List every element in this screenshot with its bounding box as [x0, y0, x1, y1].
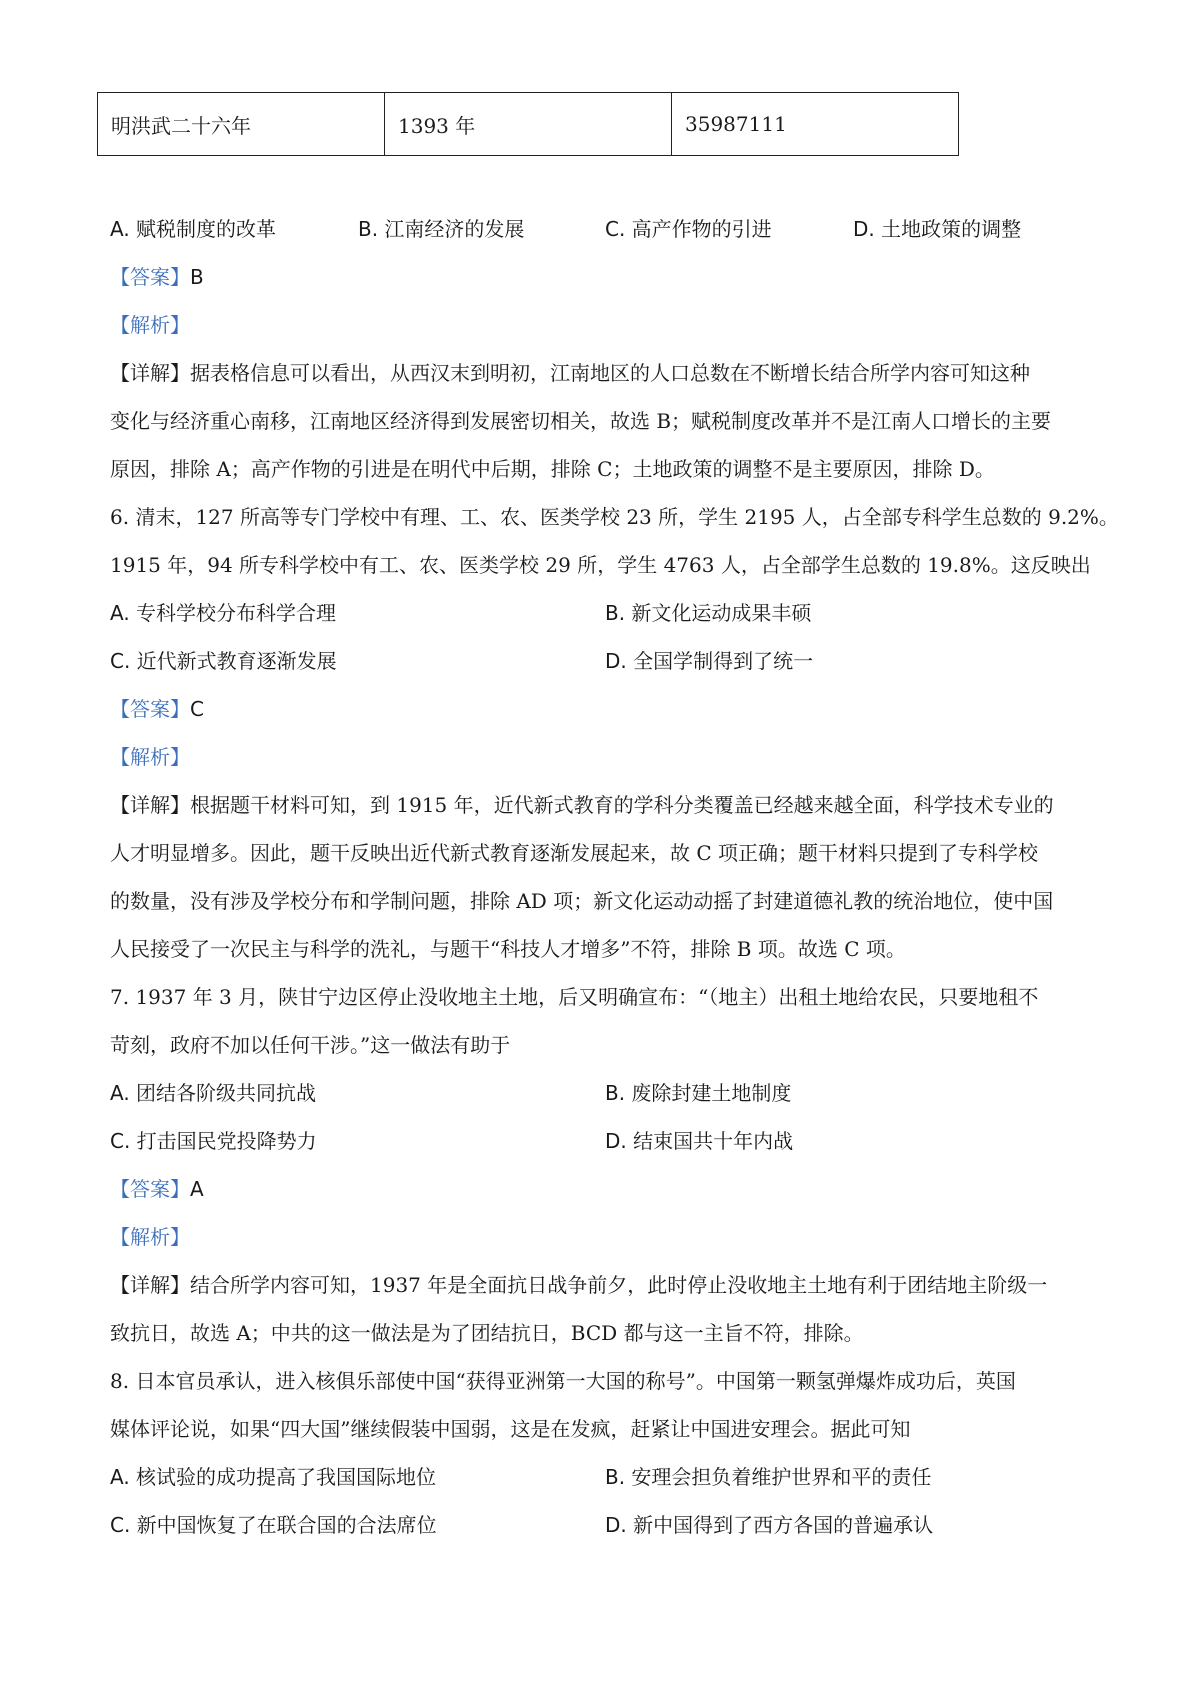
- answer-label: 【答案】: [110, 697, 190, 721]
- q6-detail-line-4: 人民接受了一次民主与科学的洗礼，与题干“科技人才增多”不符，排除 B 项。故选 C 项。: [110, 937, 906, 961]
- q7-option-b: B. 废除封建土地制度: [605, 1081, 792, 1105]
- q7-option-c: C. 打击国民党投降势力: [110, 1129, 317, 1153]
- table-cell-year: 1393 年: [385, 93, 672, 156]
- q5-detail-line-1: 【详解】据表格信息可以看出，从西汉末到明初，江南地区的人口总数在不断增长结合所学内容可知这种: [110, 361, 1030, 385]
- detail-label: 【详解】: [110, 1273, 190, 1297]
- table-cell-population: 35987111: [672, 93, 959, 156]
- table-cell-dynasty: 明洪武二十六年: [98, 93, 385, 156]
- answer-label: 【答案】: [110, 265, 190, 289]
- q5-option-a: A. 赋税制度的改革: [110, 217, 277, 241]
- q6-option-c: C. 近代新式教育逐渐发展: [110, 649, 337, 673]
- q6-answer: [110, 699, 204, 719]
- q8-option-b: B. 安理会担负着维护世界和平的责任: [605, 1465, 932, 1489]
- q7-answer: [110, 1179, 204, 1199]
- answer-value: A: [190, 1177, 204, 1201]
- q6-detail-line-2: 人才明显增多。因此，题干反映出近代新式教育逐渐发展起来，故 C 项正确；题干材料只提到了专科学校: [110, 841, 1039, 865]
- detail-label: 【详解】: [110, 793, 190, 817]
- q5-option-b: B. 江南经济的发展: [358, 217, 525, 241]
- q8-stem-line-1: 8. 日本官员承认，进入核俱乐部使中国“获得亚洲第一大国的称号”。中国第一颗氢弹爆炸成功后，英国: [110, 1369, 1016, 1393]
- q6-option-a: A. 专科学校分布科学合理: [110, 601, 337, 625]
- q7-option-d: D. 结束国共十年内战: [605, 1129, 794, 1153]
- q5-answer: [110, 267, 204, 287]
- q6-analysis-label: 【解析】: [110, 745, 190, 769]
- answer-value: C: [190, 697, 204, 721]
- q6-stem-line-2: 1915 年，94 所专科学校中有工、农、医类学校 29 所，学生 4763 人，占全部学生总数的 19.8%。这反映出: [110, 553, 1091, 577]
- q5-detail-line-3: 原因，排除 A；高产作物的引进是在明代中后期，排除 C；土地政策的调整不是主要原因，排除 D。: [110, 457, 995, 481]
- q5-detail-line-2: 变化与经济重心南移，江南地区经济得到发展密切相关，故选 B；赋税制度改革并不是江南人口增长的主要: [110, 409, 1052, 433]
- q8-option-a: A. 核试验的成功提高了我国国际地位: [110, 1465, 437, 1489]
- q5-option-d: D. 土地政策的调整: [853, 217, 1022, 241]
- q6-detail-line-1: 【详解】根据题干材料可知，到 1915 年，近代新式教育的学科分类覆盖已经越来越全面，科学技术专业的: [110, 793, 1054, 817]
- q7-stem-line-1: 7. 1937 年 3 月，陕甘宁边区停止没收地主土地，后又明确宣布：“（地主）出租土地给农民，只要地租不: [110, 985, 1039, 1009]
- q8-option-d: D. 新中国得到了西方各国的普遍承认: [605, 1513, 934, 1537]
- q8-option-c: C. 新中国恢复了在联合国的合法席位: [110, 1513, 437, 1537]
- q5-analysis-label: 【解析】: [110, 313, 190, 337]
- q6-option-d: D. 全国学制得到了统一: [605, 649, 814, 673]
- q7-detail-line-1: 【详解】结合所学内容可知，1937 年是全面抗日战争前夕，此时停止没收地主土地有利于团结地主阶级一: [110, 1273, 1048, 1297]
- answer-value: B: [190, 265, 204, 289]
- q7-option-a: A. 团结各阶级共同抗战: [110, 1081, 317, 1105]
- population-table: [97, 92, 959, 156]
- detail-label: 【详解】: [110, 361, 190, 385]
- q7-analysis-label: 【解析】: [110, 1225, 190, 1249]
- q6-option-b: B. 新文化运动成果丰硕: [605, 601, 812, 625]
- q8-stem-line-2: 媒体评论说，如果“四大国”继续假装中国弱，这是在发疯，赶紧让中国进安理会。据此可知: [110, 1417, 911, 1441]
- q6-stem-line-1: 6. 清末，127 所高等专门学校中有理、工、农、医类学校 23 所，学生 2195 人，占全部专科学生总数的 9.2%。: [110, 505, 1119, 529]
- answer-label: 【答案】: [110, 1177, 190, 1201]
- q7-stem-line-2: 苛刻，政府不加以任何干涉。”这一做法有助于: [110, 1033, 511, 1057]
- table-row: [98, 93, 959, 156]
- q6-detail-line-3: 的数量，没有涉及学校分布和学制问题，排除 AD 项；新文化运动动摇了封建道德礼教的统治地位，使中国: [110, 889, 1054, 913]
- q7-detail-line-2: 致抗日，故选 A；中共的这一做法是为了团结抗日，BCD 都与这一主旨不符，排除。: [110, 1321, 864, 1345]
- q5-option-c: C. 高产作物的引进: [605, 217, 772, 241]
